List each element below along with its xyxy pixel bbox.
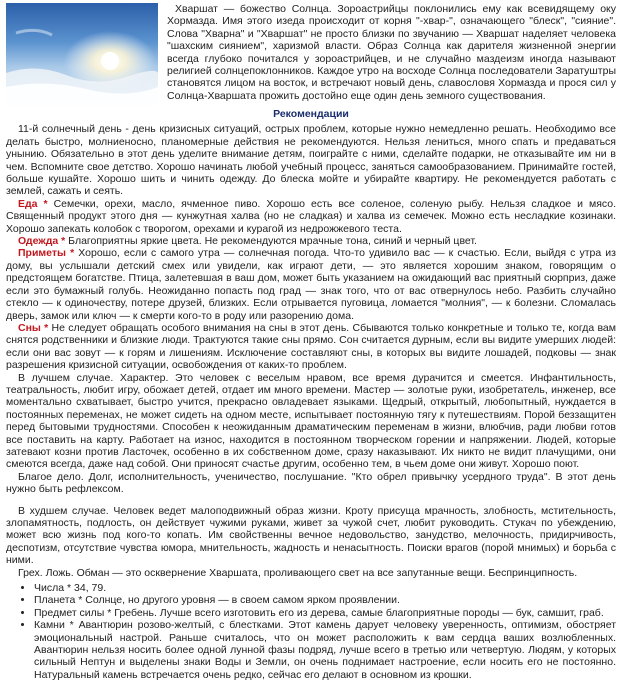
list-item-numbers: • Числа * 34, 79. <box>34 582 616 594</box>
sin-paragraph: Грех. Ложь. Обман — это осквернение Хваршата, проливающего свет на все запутанные вещи. Беспринципность. <box>18 566 578 579</box>
virtue-paragraph: Благое дело. Долг, исполнительность, ученичество, послушание. "Кто обрел привычку усердного труда". В этот день нужно быть рефлексом. <box>6 470 616 496</box>
sun-sky-image <box>6 3 158 106</box>
food-section: Еда * Семечки, орехи, масло, ячменное пиво. Хорошо есть все соленое, соленую рыбу. Нельзя сладкое и мясо. Священный продукт этого дня — кунжутная халва (но не сладкая) и халва из семечек. Можно есть несладкие козинаки. Хорошо запекать колобок с творогом, орехами и курагой из недрожжевого теста. <box>6 197 616 235</box>
omens-section: Приметы * Хорошо, если с самого утра — солнечная погода. Что-то удивило вас — к счастью. Если, выйдя с утра из дому, вы услышали детский смех или увидели, как играют дети, — это является хорошим знаком, говорящим о предстоящем богатстве. Птица, залетевшая в ваш дом, может быть указанием на ожидающий вас приятный сюрприз, даже если это бумажный голубь. Неожиданно попасть под град — знак того, что от вас отвернулось небо. Разбить случайно стекло — к одиночеству, потере друзей, близких. Если отрывается пуговица, ломается "молния", — к болезни. Сломалась дверь, замок или ключ — к смерти кого-то в роду или разорению дома. <box>6 247 616 322</box>
recommendation-paragraph: 11-й солнечный день - день кризисных ситуаций, острых проблем, которые нужно немедленно решать. Необходимо все делать быстро, молниеносно, планомерные действия не рекомендуются. Нельзя лениться, много спать и предаваться унынию. Обязательно в этот день уделите внимание детям, поиграйте с ними, сделайте подарки, не отказывайте им ни в чем. Вспомните свое детство. Хорошо начинать любой учебный процесс, заняться самообразованием. Принимайте гостей, больше кушайте. Хорошо шить и чинить одежду. До блеска мойте и убирайте квартиру. Не рекомендуется работать с землей, сажать и сеять. <box>6 123 616 198</box>
dreams-section: Сны * Не следует обращать особого внимания на сны в этот день. Сбываются только конкретные и только те, когда вам снятся родственники и близкие люди. Трактуются такие сны прямо. Сон считается дурным, если вы видите умерших людей: если они вас зовут — к горям и лишениям. Исключение составляют сны, в которых вы видите лошадей, подковы — знак разрешения кризисной ситуации, освобождения от каких-то проблем. <box>6 321 616 372</box>
omens-text: Хорошо, если с самого утра — солнечная погода. Что-то удивило вас — к счастью. Если, выйдя с утра из дому, вы услышали детский смех или увидели, как играют дети, — это является хорошим знаком, говорящим о предстоящем богатстве. Птица, залетевшая в ваш дом, может быть указанием на ожидающий вас приятный сюрприз, даже если это бумажный голубь. Неожиданно попасть под град — знак того, что от вас отвернулось небо. Разбить случайно стекло — к одиночеству, потере друзей, близких. Если отрывается пуговица, ломается "молния", — к болезни. Сломалась дверь, замок или ключ — к смерти кого-то в роду или разорению дома. <box>6 247 616 322</box>
list-item-power-object: • Предмет силы * Гребень. Лучше всего изготовить его из дерева, самые благоприятные породы — бук, самшит, граб. <box>34 607 616 619</box>
clothing-label: Одежда <box>18 235 59 248</box>
omens-label: Приметы <box>18 247 66 260</box>
food-label: Еда <box>18 197 38 210</box>
list-item-stones: • Камни * Авантюрин розово-желтый, с блестками. Этот камень дарует человеку уверенность, оптимизм, обостряет эмоциональный настрой. Раньше считалось, что он может расположить к вам сердца ваших возлюбленных. Авантюрин нельзя носить более одной лунной фазы подряд, лучше всего в третью или четвертую. Людям, у которых сильный Нептун и выделены знаки Воды и Земли, он очень поднимает настроение, если носить его не постоянно. Натуральный камень встречается очень редко, сейчас его делают в основном из крошки. <box>34 619 616 681</box>
intro-section <box>6 3 616 102</box>
clothing-section: Одежда * Благоприятны яркие цвета. Не рекомендуются мрачные тона, синий и черный цвет. <box>18 235 477 248</box>
intro-paragraph: Хваршат — божество Солнца. Зороастрийцы поклонились ему как всевидящему оку Хормазда. Имя этого изеда происходит от корня "-хвар-", означающего "блеск", "сияние". Слова "Хварна" и "Хваршат" не просто близки по звучанию — Хваршат наделяет человека "шахским сиянием", харизмой власти. Образ Солнца как дарителя жизненной энергии всегда глубоко почитался у зороастрийцев, и не случайно маздеизм иногда называют религией солнцепоклонников. Каждое утро на восходе Солнца последователи Заратуштры становятся лицом на восток, и встречают новый день, славословя Хормазда и прося сил у Солнца-Хваршата прожить достойно еще один день земного существования. <box>167 3 616 102</box>
best-case-paragraph: В лучшем случае. Характер. Это человек с веселым нравом, все время дурачится и смеется. Инфантильность, театральность, любит игру, обожает детей, отдает им много времени. Мастер — золотые руки, изобретатель, инженер, все моментально схватывает, быстро учится, прекрасно овладевает языками. Щедрый, открытый, любопытный, нуждается в постоянных переменах, не может сидеть на одном месте, испытывает постоянную тягу к путешествиям. Порой беззащитен перед бытовыми трудностями. Способен к неожиданным драматическим переменам в жизни, влюбчив, ради любви готов все поставить на карту. Работает на износ, находится в постоянном творческом горении и напряжении. Людей, которые затевают козни против Ласточек, особенно в их собственном доме, сразу наказывают. Их никто не видит плачущими, они смеются всегда, даже над собой. Они приносят счастье другим, особенно тем, в чьем доме они живут. Хорошо поют. <box>6 371 616 471</box>
dreams-text: Не следует обращать особого внимания на сны в этот день. Сбываются только конкретные и только те, когда вам снятся родственники и близкие люди. Трактуются такие сны прямо. Сон считается дурным, если вы видите умерших людей: если они вас зовут — к горям и лишениям. Исключение составляют сны, в которых вы видите лошадей, подковы — знак разрешения кризисной ситуации, освобождения от каких-то проблем. <box>6 321 616 372</box>
food-text: Семечки, орехи, масло, ячменное пиво. Хорошо есть все соленое, соленую рыбу. Нельзя сладкое и мясо. Священный продукт этого дня — кунжутная халва (но не сладкая) и халва из семечек. Можно есть несладкие козинаки. Хорошо запекать колобок с творогом, орехами и курагой из недрожжевого теста. <box>6 197 616 235</box>
dreams-label: Сны <box>18 321 41 334</box>
recommendations-heading: Рекомендации <box>273 108 349 120</box>
worst-case-paragraph: В худшем случае. Человек ведет малоподвижный образ жизни. Кроту присуща мрачность, злобность, мстительность, злопамятность, подлость, он действует чужими руками, живет за чужой счет, любит руководить. Стукач по убеждению, может всю жизнь под кого-то копать. Им свойственны вечное недовольство, занудство, мелочность, придирчивость, деспотизм, отсутствие чувства юмора, мнительность, жадность и ненасытность. Поиски врагов (порой мнимых) и борьба с ними. <box>6 504 616 567</box>
properties-list <box>6 582 616 681</box>
clothing-text: Благоприятны яркие цвета. Не рекомендуются мрачные тона, синий и черный цвет. <box>68 235 477 248</box>
list-item-planet: • Планета * Солнце, но другого уровня — в своем самом ярком проявлении. <box>34 594 616 606</box>
